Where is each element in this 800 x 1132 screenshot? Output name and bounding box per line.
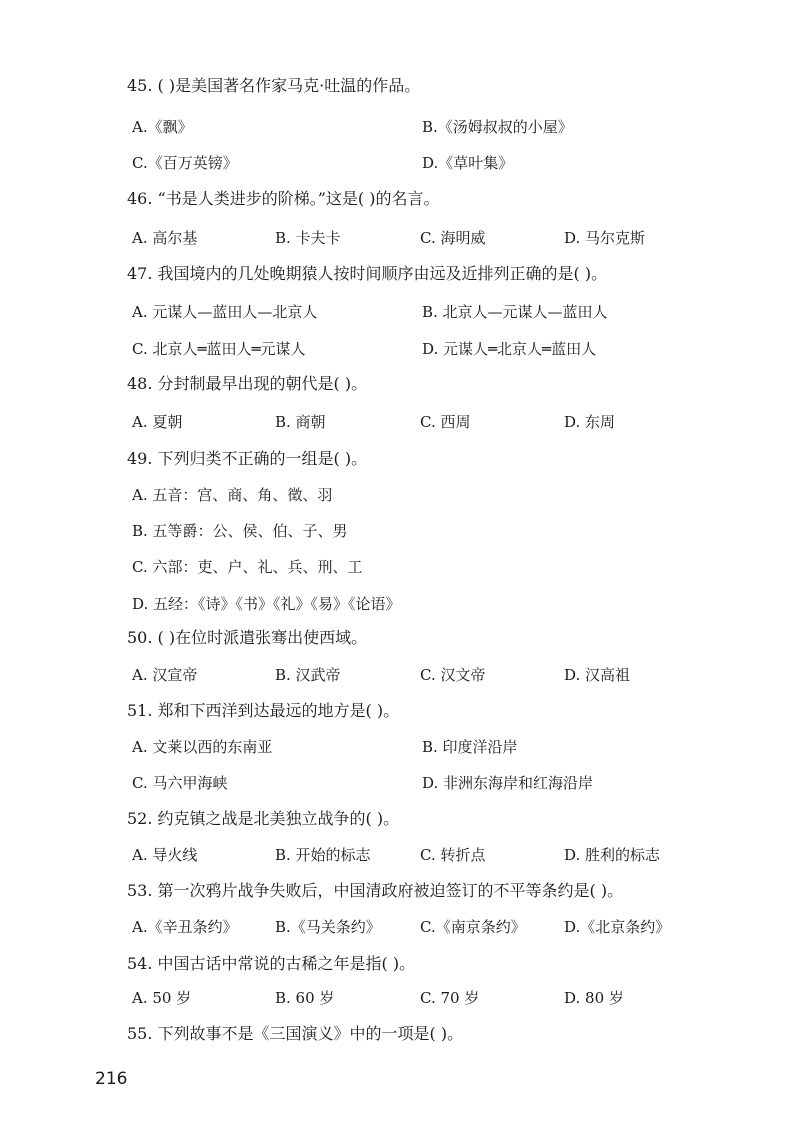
question-52-stem: 52. 约克镇之战是北美独立战争的( )。 — [127, 809, 400, 828]
question-45-option-c: C.《百万英镑》 — [132, 154, 238, 172]
question-45-stem: 45. ( )是美国著名作家马克·吐温的作品。 — [127, 76, 421, 95]
question-52-option-c: C. 转折点 — [420, 846, 486, 864]
question-49-option-c: C. 六部：吏、户、礼、兵、刑、工 — [132, 558, 363, 576]
question-52-option-b: B. 开始的标志 — [275, 846, 371, 864]
question-51-option-a: A. 文莱以西的东南亚 — [132, 738, 273, 756]
question-45-option-a: A.《飘》 — [132, 118, 193, 136]
question-52-option-a: A. 导火线 — [132, 846, 198, 864]
question-54-option-a: A. 50 岁 — [132, 989, 192, 1007]
question-54-option-c: C. 70 岁 — [420, 989, 480, 1007]
question-52-option-d: D. 胜利的标志 — [564, 846, 661, 864]
question-47-options-row-2 — [132, 339, 692, 359]
question-50-option-b: B. 汉武帝 — [275, 666, 341, 684]
question-53-option-d: D.《北京条约》 — [564, 918, 671, 936]
question-53-option-b: B.《马关条约》 — [275, 918, 381, 936]
question-48-option-b: B. 商朝 — [275, 413, 326, 431]
question-50-option-c: C. 汉文帝 — [420, 666, 486, 684]
question-47-option-c: C. 北京人═蓝田人═元谋人 — [132, 340, 306, 358]
question-53-stem: 53. 第一次鸦片战争失败后，中国清政府被迫签订的不平等条约是( )。 — [127, 881, 624, 900]
question-53-options-row — [132, 917, 692, 937]
question-50-options-row — [132, 665, 692, 685]
question-47-option-b: B. 北京人—元谋人—蓝田人 — [422, 303, 608, 321]
question-54-options-row — [132, 988, 692, 1008]
question-46-options-row — [132, 228, 692, 248]
question-51-stem: 51. 郑和下西洋到达最远的地方是( )。 — [127, 701, 400, 720]
question-46-option-a: A. 高尔基 — [132, 229, 198, 247]
question-47-option-d: D. 元谋人═北京人═蓝田人 — [422, 340, 597, 358]
question-46-stem: 46. “书是人类进步的阶梯。”这是( )的名言。 — [127, 189, 440, 208]
question-46-option-b: B. 卡夫卡 — [275, 229, 341, 247]
question-47-option-a: A. 元谋人—蓝田人—北京人 — [132, 303, 318, 321]
question-50-stem: 50. ( )在位时派遣张骞出使西域。 — [127, 628, 368, 647]
question-53-option-c: C.《南京条约》 — [420, 918, 526, 936]
question-48-option-a: A. 夏朝 — [132, 413, 183, 431]
question-48-option-c: C. 西周 — [420, 413, 471, 431]
question-54-stem: 54. 中国古话中常说的古稀之年是指( )。 — [127, 954, 416, 973]
question-51-options-row-2 — [132, 773, 692, 793]
question-54-option-d: D. 80 岁 — [564, 989, 624, 1007]
page-number: 216 — [95, 1069, 128, 1089]
question-51-option-c: C. 马六甲海峡 — [132, 774, 228, 792]
question-50-option-a: A. 汉宣帝 — [132, 666, 198, 684]
question-48-option-d: D. 东周 — [564, 413, 616, 431]
question-55-stem: 55. 下列故事不是《三国演义》中的一项是( )。 — [127, 1024, 464, 1043]
question-50-option-d: D. 汉高祖 — [564, 666, 631, 684]
question-47-options-row-1 — [132, 302, 692, 322]
question-49-option-d: D. 五经：《诗》《书》《礼》《易》《论语》 — [132, 595, 401, 613]
question-49-stem: 49. 下列归类不正确的一组是( )。 — [127, 449, 368, 468]
question-53-option-a: A.《辛丑条约》 — [132, 918, 238, 936]
question-45-options-row-2 — [132, 153, 692, 173]
question-45-option-d: D.《草叶集》 — [422, 154, 514, 172]
question-47-stem: 47. 我国境内的几处晚期猿人按时间顺序由远及近排列正确的是( )。 — [127, 264, 608, 283]
question-48-stem: 48. 分封制最早出现的朝代是( )。 — [127, 374, 368, 393]
question-45-option-b: B.《汤姆叔叔的小屋》 — [422, 118, 573, 136]
question-46-option-c: C. 海明威 — [420, 229, 486, 247]
question-45-options-row-1 — [132, 117, 692, 137]
question-48-options-row — [132, 412, 692, 432]
question-52-options-row — [132, 845, 692, 865]
question-51-option-d: D. 非洲东海岸和红海沿岸 — [422, 774, 594, 792]
question-54-option-b: B. 60 岁 — [275, 989, 335, 1007]
question-49-option-b: B. 五等爵：公、侯、伯、子、男 — [132, 522, 348, 540]
question-46-option-d: D. 马尔克斯 — [564, 229, 646, 247]
question-51-options-row-1 — [132, 737, 692, 757]
question-51-option-b: B. 印度洋沿岸 — [422, 738, 518, 756]
question-49-option-a: A. 五音：宫、商、角、徵、羽 — [132, 486, 333, 504]
